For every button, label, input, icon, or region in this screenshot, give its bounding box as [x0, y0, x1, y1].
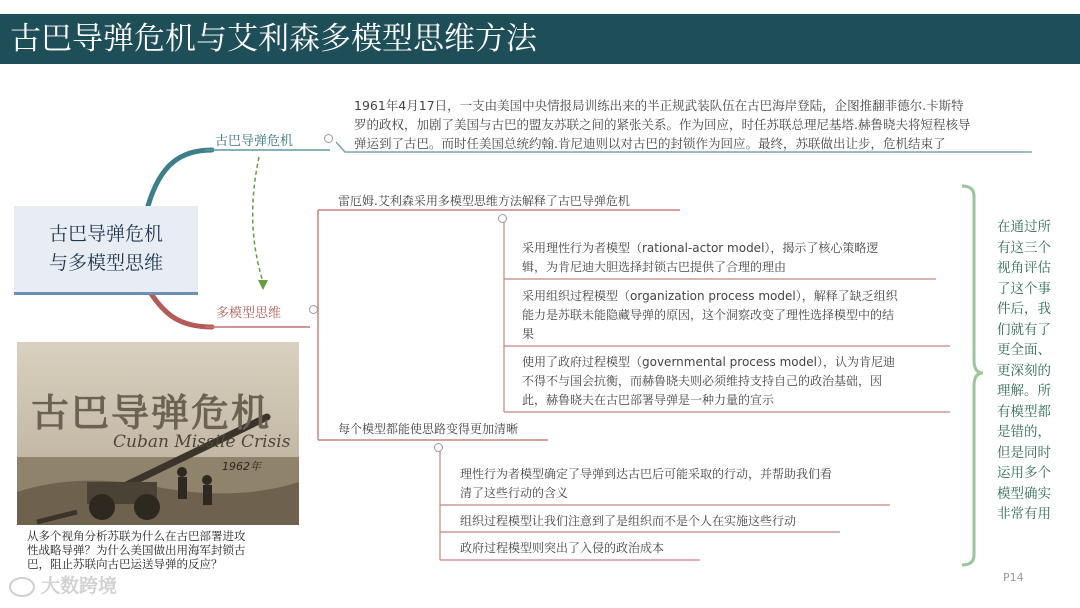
item2-rational-line1: 理性行为者模型确定了导弹到达古巴后可能采取的行动，并帮助我们看	[460, 467, 833, 481]
item2-rational-line2: 清了这些行动的含义	[460, 486, 569, 500]
caption-line: 性战略导弹？为什么美国做出用海军封锁古	[27, 543, 246, 557]
item2-governmental: 政府过程模型则突出了入侵的政治成本	[460, 541, 665, 555]
summary-line: 有模型都	[997, 403, 1051, 420]
summary-line: 们就有了	[997, 321, 1051, 338]
item-organization-line2: 能力是苏联未能隐藏导弹的原因，这个洞察改变了理性选择模型中的结	[522, 308, 895, 322]
central-topic-line1: 古巴导弹危机	[48, 223, 163, 245]
branch1-text-line1: 1961年4月17日，一支由美国中央情报局训练出来的半正规武装队伍在古巴海岸登陆，企图推翻菲德尔.卡斯特	[354, 98, 964, 113]
photo-caption	[27, 529, 307, 571]
summary-line: 模型确实	[997, 485, 1051, 502]
watermark-text: 大数跨境	[41, 575, 118, 597]
watermark	[9, 571, 117, 598]
page-number: P14	[1003, 571, 1024, 584]
summary-note	[997, 217, 1063, 525]
branch-label-missile-crisis: 古巴导弹危机	[215, 134, 294, 149]
summary-line: 在通过所	[997, 219, 1051, 235]
summary-line: 非常有用	[997, 506, 1051, 522]
summary-line: 更全面、	[997, 342, 1051, 358]
photo-title: 古巴导弹危机	[31, 391, 272, 435]
summary-line: 但是同时	[997, 444, 1051, 461]
item-organization-line3: 果	[522, 327, 535, 341]
branch1-text-line2: 罗的政权，加剧了美国与古巴的盟友苏联之间的紧张关系。作为回应，时任苏联总理尼基塔.赫鲁晓夫将短程核导	[354, 117, 971, 132]
item-governmental-line2: 不得不与国会抗衡，而赫鲁晓夫则必须维持支持自己的政治基础，因	[522, 374, 883, 388]
summary-line: 运用多个	[997, 465, 1051, 481]
collapse-toggle-icon[interactable]	[434, 443, 443, 452]
photo-year: 1962年	[222, 460, 261, 473]
caption-line: 从多个视角分析苏联为什么在古巴部署进攻	[27, 529, 246, 543]
page-title: 古巴导弹危机与艾利森多模型思维方法	[10, 21, 537, 57]
item-rational-line1: 采用理性行为者模型（rational-actor model），揭示了核心策略逻	[522, 241, 879, 255]
item-governmental-line1: 使用了政府过程模型（governmental process model），认为肯尼迪	[522, 355, 895, 369]
central-topic-line2: 与多模型思维	[48, 252, 163, 274]
summary-line: 了这个事	[997, 280, 1051, 297]
summary-line: 是错的，	[997, 424, 1051, 440]
item2-organization: 组织过程模型让我们注意到了是组织而不是个人在实施这些行动	[460, 514, 797, 528]
collapse-toggle-icon[interactable]	[324, 134, 333, 143]
caption-line: 巴，阻止苏联向古巴运送导弹的反应？	[27, 557, 223, 571]
item-governmental-line3: 此，赫鲁晓夫在古巴部署导弹是一种力量的宣示	[522, 393, 775, 407]
item-rational-line2: 辑，为肯尼迪大胆选择封锁古巴提供了合理的理由	[522, 260, 787, 274]
collapse-toggle-icon[interactable]	[498, 214, 507, 223]
summary-line: 理解。所	[997, 383, 1051, 399]
branch-label-multi-model: 多模型思维	[216, 306, 282, 321]
summary-line: 件后，我	[997, 301, 1051, 317]
summary-line: 有这三个	[997, 239, 1051, 256]
summary-line: 视角评估	[997, 260, 1051, 276]
central-topic	[14, 206, 198, 295]
summary-line: 更深刻的	[997, 362, 1051, 379]
cuban-missile-crisis-photo	[17, 342, 299, 525]
sub-topic-allison: 雷厄姆.艾利森采用多模型思维方法解释了古巴导弹危机	[338, 194, 630, 208]
watermark-logo-icon	[9, 577, 35, 597]
photo-subtitle: Cuban Missile Crisis	[113, 432, 291, 452]
collapse-toggle-icon[interactable]	[309, 305, 318, 314]
sub-topic-clarity: 每个模型都能使思路变得更加清晰	[338, 422, 519, 436]
item-organization-line1: 采用组织过程模型（organization process model），解释了缺乏组织	[522, 289, 898, 303]
branch1-text-line3: 弹运到了古巴。而时任美国总统约翰.肯尼迪则以对古巴的封锁作为回应。最终，苏联做出让步，危机结束了	[354, 136, 946, 151]
